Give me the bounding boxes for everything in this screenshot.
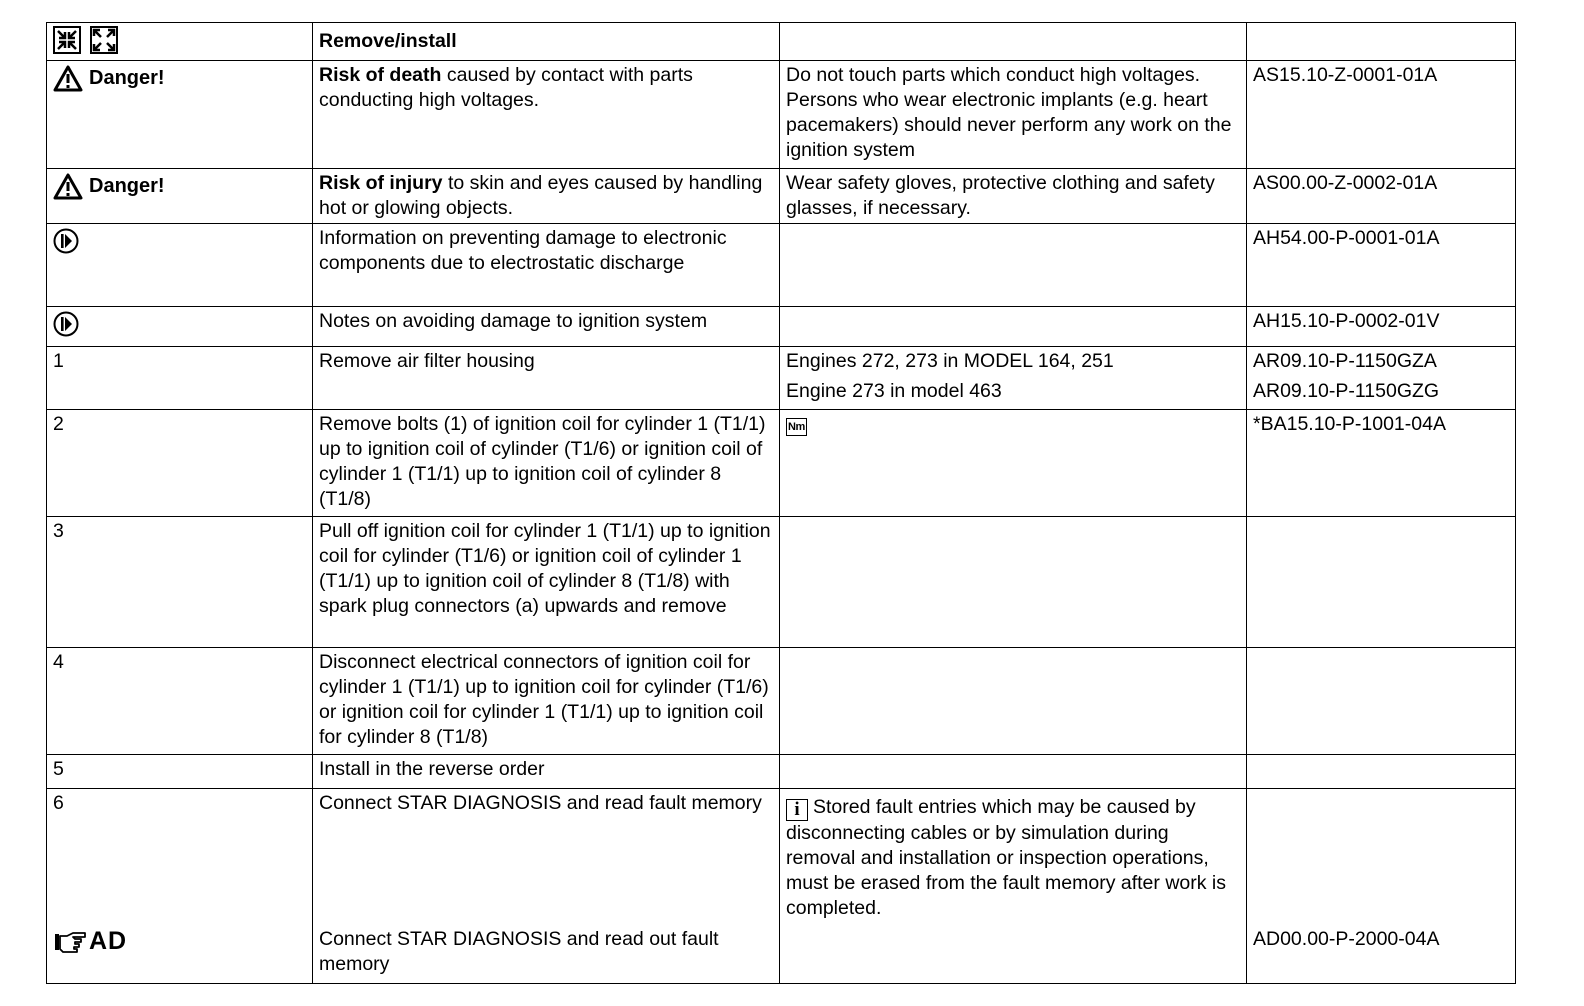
row-reference-link[interactable]: AS00.00-Z-0002-01A — [1247, 169, 1516, 224]
step-number: 3 — [47, 517, 313, 648]
row-description: Notes on avoiding damage to ignition system — [313, 307, 780, 347]
row-reference-cell — [1247, 517, 1516, 648]
row-reference-cell — [1247, 648, 1516, 755]
table-row — [47, 224, 1516, 307]
risk-title: Risk of injury — [319, 172, 443, 194]
table-row — [47, 307, 1516, 347]
row-description-cell — [313, 789, 780, 984]
engine-note: Engines 272, 273 in MODEL 164, 251 — [786, 350, 1114, 372]
row-description — [313, 61, 780, 169]
damage-notice-icon — [53, 228, 79, 254]
row-description: Pull off ignition coil for cylinder 1 (T1/1) up to ignition coil for cylinder (T1/6) or ignition coil of cylinder 1 (T1/1) up to ignition coil of cylinder 8 (T1/8) with spark plug connectors (a) upwards and remove — [313, 517, 780, 648]
info-icon: i — [786, 799, 808, 821]
row-reference-link[interactable]: AH54.00-P-0001-01A — [1247, 224, 1516, 307]
warning-triangle-icon — [53, 173, 83, 200]
row-description — [313, 169, 780, 224]
procedure-table — [46, 22, 1516, 984]
risk-text: to skin and eyes caused by handling hot or glowing objects. — [319, 172, 763, 219]
row-description: Remove air filter housing — [313, 347, 780, 410]
danger-label: Danger! — [89, 175, 165, 197]
row-label-cell — [47, 169, 313, 224]
damage-notice-icon — [53, 311, 79, 337]
header-empty-cell — [1247, 23, 1516, 61]
row-reference-cell — [1247, 789, 1516, 984]
pointing-hand-icon — [53, 930, 87, 954]
row-label-cell — [47, 224, 313, 307]
step-number: 6 — [53, 792, 64, 814]
warning-triangle-icon — [53, 65, 83, 92]
row-note — [780, 410, 1247, 517]
header-title: Remove/install — [313, 23, 780, 61]
row-label-cell — [47, 789, 313, 984]
row-reference-cell — [1247, 347, 1516, 410]
row-reference-cell — [1247, 755, 1516, 789]
risk-text: caused by contact with parts conducting high voltages. — [319, 64, 693, 111]
row-note — [780, 755, 1247, 789]
row-reference-link[interactable]: AS15.10-Z-0001-01A — [1247, 61, 1516, 169]
step-number: 2 — [47, 410, 313, 517]
row-description: Information on preventing damage to electronic components due to electrostatic discharge — [313, 224, 780, 307]
row-note — [780, 307, 1247, 347]
row-note: Do not touch parts which conduct high voltages. Persons who wear electronic implants (e.g. heart pacemakers) should never perform any work on the ignition system — [780, 61, 1247, 169]
table-row — [47, 347, 1516, 410]
table-row — [47, 648, 1516, 755]
step-number: 5 — [47, 755, 313, 789]
row-description: Remove bolts (1) of ignition coil for cylinder 1 (T1/1) up to ignition coil of cylinder (T1/6) or ignition coil of cylinder 1 (T1/1) up to ignition coil of cylinder 8 (T1/8) — [313, 410, 780, 517]
row-note — [780, 347, 1247, 410]
row-note — [780, 517, 1247, 648]
header-empty-cell — [780, 23, 1247, 61]
row-note — [780, 648, 1247, 755]
danger-label: Danger! — [89, 67, 165, 89]
row-reference-link[interactable]: *BA15.10-P-1001-04A — [1247, 410, 1516, 517]
row-note: Wear safety gloves, protective clothing and safety glasses, if necessary. — [780, 169, 1247, 224]
engine-note: Engine 273 in model 463 — [786, 380, 1002, 402]
ad-label: AD — [89, 927, 128, 955]
step-number: 4 — [47, 648, 313, 755]
row-description: Install in the reverse order — [313, 755, 780, 789]
row-label-cell — [47, 307, 313, 347]
row-description: Disconnect electrical connectors of ignition coil for cylinder 1 (T1/1) up to ignition coil for cylinder (T1/6) or ignition coil for cylinder 1 (T1/1) up to ignition coil for cylinder 8 (T1/8) — [313, 648, 780, 755]
risk-title: Risk of death — [319, 64, 442, 86]
ad-label-group — [53, 929, 127, 954]
row-reference-link[interactable]: AD00.00-P-2000-04A — [1253, 928, 1440, 950]
row-note — [780, 224, 1247, 307]
table-row — [47, 169, 1516, 224]
install-icon — [90, 26, 118, 54]
row-note — [780, 789, 1247, 984]
info-note: Stored fault entries which may be caused by disconnecting cables or by simulation during removal and installation or inspection operations, must be erased from the fault memory after work is completed. — [786, 796, 1226, 919]
row-reference-link[interactable]: AR09.10-P-1150GZA — [1253, 350, 1437, 372]
table-row — [47, 755, 1516, 789]
row-label-cell — [47, 61, 313, 169]
table-row — [47, 61, 1516, 169]
remove-icon — [53, 26, 81, 54]
step-number: 1 — [47, 347, 313, 410]
header-row — [47, 23, 1516, 61]
table-row — [47, 410, 1516, 517]
row-reference-link[interactable]: AR09.10-P-1150GZG — [1253, 380, 1440, 402]
row-description: Connect STAR DIAGNOSIS and read fault memory — [319, 792, 762, 814]
row-reference-link[interactable]: AH15.10-P-0002-01V — [1247, 307, 1516, 347]
table-row — [47, 789, 1516, 984]
header-icons-cell — [47, 23, 313, 61]
row-description: Connect STAR DIAGNOSIS and read out fault memory — [319, 928, 719, 975]
torque-icon: Nm — [786, 418, 807, 436]
table-row — [47, 517, 1516, 648]
